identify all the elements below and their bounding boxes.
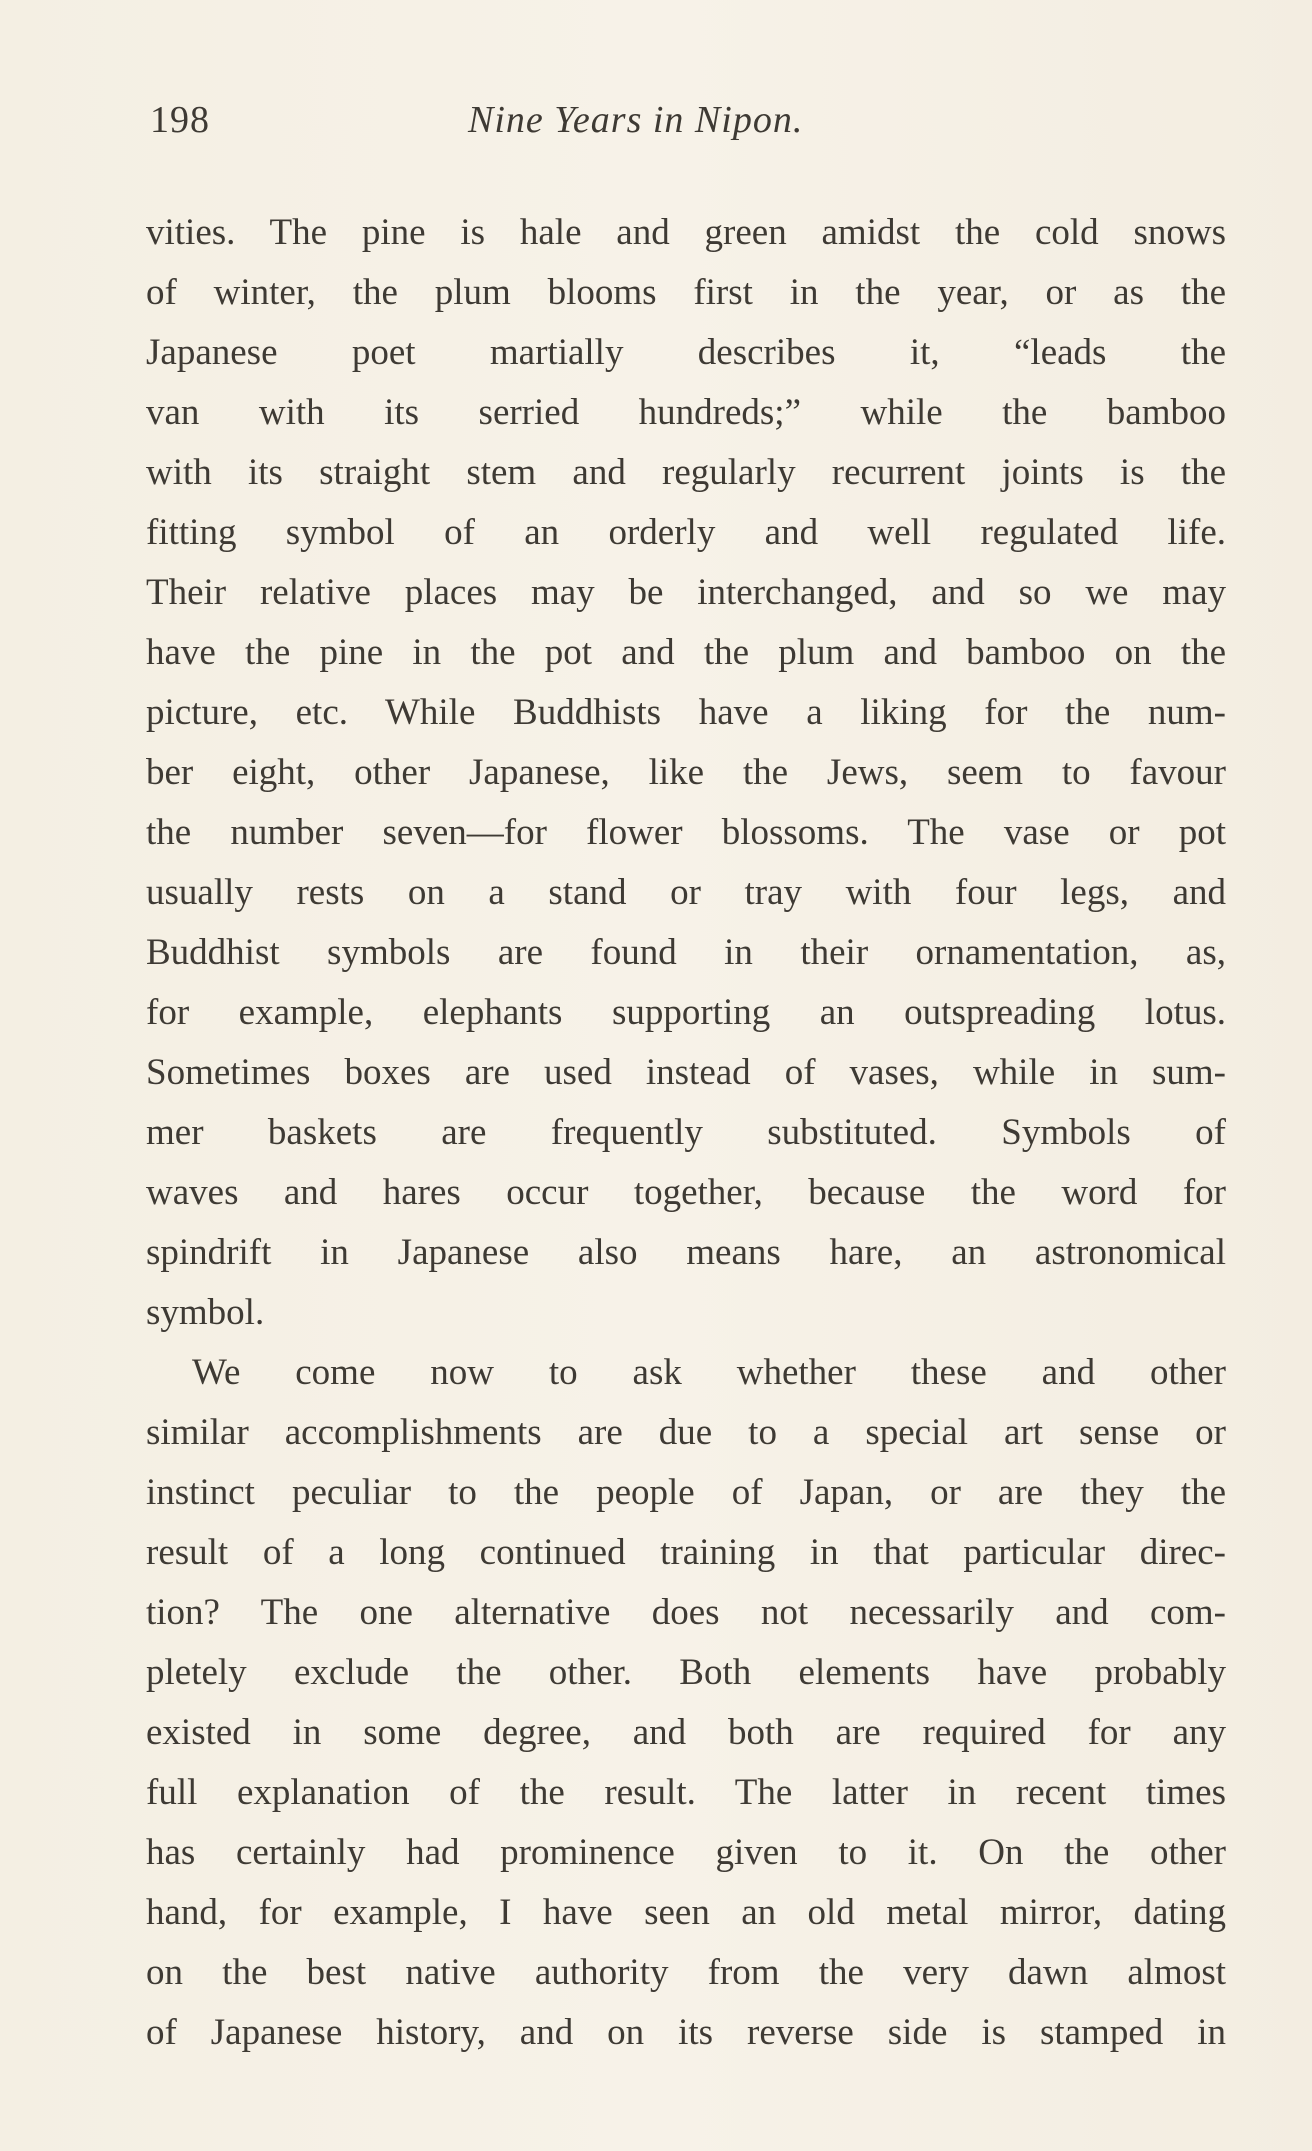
text-line: pletely exclude the other. Both elements have probably — [146, 1652, 1226, 1693]
text-line-paragraph-start: We come now to ask whether these and other — [192, 1352, 1226, 1393]
text-line: Sometimes boxes are used instead of vases, while in sum- — [146, 1052, 1226, 1093]
text-line: has certainly had prominence given to it. On the other — [146, 1832, 1226, 1873]
text-line: waves and hares occur together, because the word for — [146, 1172, 1226, 1213]
text-line: tion? The one alternative does not necessarily and com- — [146, 1592, 1226, 1633]
text-line: similar accomplishments are due to a special art sense or — [146, 1412, 1226, 1453]
body-text — [146, 203, 1226, 2063]
text-line: of winter, the plum blooms first in the year, or as the — [146, 272, 1226, 313]
text-line: instinct peculiar to the people of Japan, or are they the — [146, 1472, 1226, 1513]
text-line: for example, elephants supporting an outspreading lotus. — [146, 992, 1226, 1033]
text-line: the number seven—for flower blossoms. The vase or pot — [146, 812, 1226, 853]
text-line: usually rests on a stand or tray with four legs, and — [146, 872, 1226, 913]
text-line: full explanation of the result. The latter in recent times — [146, 1772, 1226, 1813]
text-line: have the pine in the pot and the plum and bamboo on the — [146, 632, 1226, 673]
text-line: hand, for example, I have seen an old metal mirror, dating — [146, 1892, 1226, 1933]
text-line: Japanese poet martially describes it, “leads the — [146, 332, 1226, 373]
text-line: result of a long continued training in that particular direc- — [146, 1532, 1226, 1573]
running-title: Nine Years in Nipon. — [468, 99, 804, 141]
text-line: with its straight stem and regularly recurrent joints is the — [146, 452, 1226, 493]
text-line: spindrift in Japanese also means hare, an astronomical — [146, 1232, 1226, 1273]
text-line-paragraph-end: symbol. — [146, 1292, 265, 1333]
text-line: vities. The pine is hale and green amidst the cold snows — [146, 212, 1226, 253]
text-line: Their relative places may be interchanged, and so we may — [146, 572, 1226, 613]
text-line: existed in some degree, and both are required for any — [146, 1712, 1226, 1753]
text-line: on the best native authority from the very dawn almost — [146, 1952, 1226, 1993]
running-head — [150, 98, 1230, 158]
text-line: Buddhist symbols are found in their ornamentation, as, — [146, 932, 1226, 973]
text-line: ber eight, other Japanese, like the Jews, seem to favour — [146, 752, 1226, 793]
text-line: van with its serried hundreds;” while the bamboo — [146, 392, 1226, 433]
text-line: fitting symbol of an orderly and well regulated life. — [146, 512, 1226, 553]
text-line: picture, etc. While Buddhists have a liking for the num- — [146, 692, 1226, 733]
text-line: of Japanese history, and on its reverse side is stamped in — [146, 2012, 1226, 2053]
page-number: 198 — [150, 99, 210, 141]
text-line: mer baskets are frequently substituted. Symbols of — [146, 1112, 1226, 1153]
